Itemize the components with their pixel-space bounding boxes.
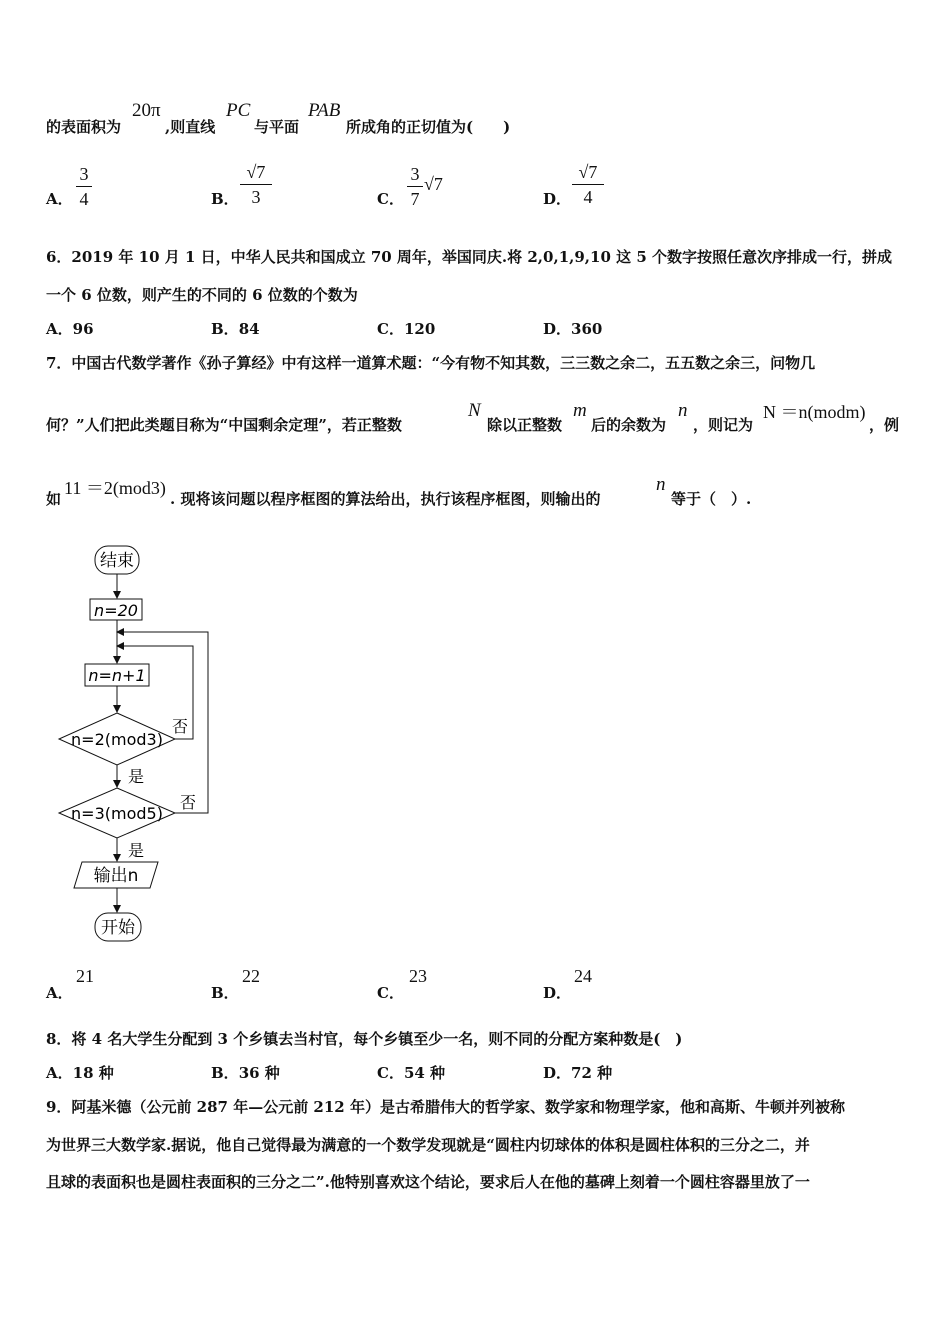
q8-line-1: 8．将 4 名大学生分配到 3 个乡镇去当村官，每个乡镇至少一名，则不同的分配方案种数是( ) xyxy=(46,1030,683,1048)
q7-line-3c: 等于（ ）. xyxy=(671,490,752,508)
q5-option-b-fraction xyxy=(240,162,272,207)
flow-init-label: n=20 xyxy=(94,601,138,620)
q5-option-c-sqrt: √7 xyxy=(424,174,443,194)
q6-line-1: 6．2019 年 10 月 1 日，中华人民共和国成立 70 周年，举国同庆.将 2,0,1,9,10 这 5 个数字按照任意次序排成一行，拼成 xyxy=(46,248,892,266)
q5-option-d-den: 4 xyxy=(583,187,593,207)
flow-output-label: 输出n xyxy=(93,866,139,886)
q5-option-a-label[interactable]: A． xyxy=(46,190,73,208)
q5-option-b-num: √7 xyxy=(246,162,266,182)
q6-option-b-text: 84 xyxy=(238,320,260,338)
q8-option-c-text: 54 种 xyxy=(403,1064,446,1082)
q7-line-2a: 何？”人们把此类题目称为“中国剩余定理”，若正整数 xyxy=(46,416,402,434)
q5-math-pc: PC xyxy=(226,100,251,121)
q6-option-d-text: 360 xyxy=(571,320,603,338)
q7-math-mod-notation: N ＝n(modm) xyxy=(763,402,866,422)
q5-option-c-fraction xyxy=(407,164,423,209)
q5-option-d-num: √7 xyxy=(578,162,598,182)
q8-option-a-label: A． xyxy=(46,1064,73,1082)
q7-option-c-value: 23 xyxy=(409,966,427,986)
q5-option-a-fraction xyxy=(76,164,92,209)
q6-option-b[interactable] xyxy=(211,318,260,339)
q7-math-example: 11 ＝2(mod3) xyxy=(64,478,166,498)
q5-option-d-fraction xyxy=(572,162,604,207)
q8-option-b-text: 36 种 xyxy=(238,1064,280,1082)
q8-option-a[interactable] xyxy=(46,1062,114,1083)
q5-text-4: 所成角的正切值为( ) xyxy=(346,118,511,136)
q6-option-d-label: D． xyxy=(543,320,572,338)
q7-math-m: m xyxy=(573,400,587,421)
flow-no-2: 否 xyxy=(180,793,197,812)
q7-line-2c: 后的余数为 xyxy=(591,416,667,434)
q9-line-1: 9．阿基米德（公元前 287 年—公元前 212 年）是古希腊伟大的哲学家、数学家和物理学家，他和高斯、牛顿并列被称 xyxy=(46,1098,845,1116)
q7-option-a-value: 21 xyxy=(76,966,94,986)
q6-option-d[interactable] xyxy=(543,318,602,339)
q5-option-c-num: 3 xyxy=(410,164,420,184)
q5-option-a-den: 4 xyxy=(79,189,89,209)
q6-option-c-text: 120 xyxy=(403,320,436,338)
q7-math-n-2: n xyxy=(656,474,666,495)
q7-line-2d: ，则记为 xyxy=(693,416,754,434)
q7-option-b-label[interactable]: B． xyxy=(211,984,239,1002)
q5-text-3: 与平面 xyxy=(254,118,300,136)
q5-option-d-label[interactable]: D． xyxy=(543,190,572,208)
q5-math-pab: PAB xyxy=(308,100,341,121)
flow-yes-1: 是 xyxy=(128,767,145,786)
q5-option-a-num: 3 xyxy=(79,164,89,184)
q5-text-2: ,则直线 xyxy=(165,118,216,136)
q9-line-3: 且球的表面积也是圆柱表面积的三分之二”.他特别喜欢这个结论，要求后人在他的墓碑上刻着一个圆柱容器里放了一 xyxy=(46,1173,810,1191)
q7-option-d-label[interactable]: D． xyxy=(543,984,572,1002)
flow-start-label: 开始 xyxy=(101,918,135,938)
q5-option-c-den: 7 xyxy=(410,189,420,209)
q8-option-d[interactable] xyxy=(543,1062,612,1083)
q8-option-a-text: 18 种 xyxy=(72,1064,114,1082)
q5-option-c-label[interactable]: C． xyxy=(377,190,404,208)
q7-line-2e: ，例 xyxy=(869,416,900,434)
q5-option-b-den: 3 xyxy=(251,187,261,207)
q7-math-N: N xyxy=(468,400,481,421)
q7-flowchart xyxy=(40,536,230,946)
q5-math-area: 20π xyxy=(132,100,161,121)
flow-increment-label: n=n+1 xyxy=(88,666,146,685)
q6-option-c-label: C． xyxy=(377,320,404,338)
flow-end-label: 结束 xyxy=(100,551,134,571)
q7-line-3b: . 现将该问题以程序框图的算法给出，执行该程序框图，则输出的 xyxy=(170,490,601,508)
q8-option-d-label: D． xyxy=(543,1064,572,1082)
q7-option-c-label[interactable]: C． xyxy=(377,984,404,1002)
q5-text-1: 的表面积为 xyxy=(46,118,122,136)
q7-option-a-label[interactable]: A． xyxy=(46,984,73,1002)
q6-line-2: 一个 6 位数，则产生的不同的 6 位数的个数为 xyxy=(46,286,358,304)
flow-no-1: 否 xyxy=(172,717,189,736)
q8-option-c-label: C． xyxy=(377,1064,404,1082)
q6-option-c[interactable] xyxy=(377,318,435,339)
flow-condition-1-label: n=2(mod3) xyxy=(71,730,163,749)
q7-option-b-value: 22 xyxy=(242,966,260,986)
q7-line-2b: 除以正整数 xyxy=(487,416,563,434)
q6-option-b-label: B． xyxy=(211,320,239,338)
q7-line-1: 7．中国古代数学著作《孙子算经》中有这样一道算术题：“今有物不知其数，三三数之余二，五五数之余三，问物几 xyxy=(46,354,816,372)
q9-line-2: 为世界三大数学家.据说，他自己觉得最为满意的一个数学发现就是“圆柱内切球体的体积是圆柱体积的三分之二，并 xyxy=(46,1136,810,1154)
flow-yes-2: 是 xyxy=(128,841,145,860)
q7-math-n: n xyxy=(678,400,688,421)
q8-option-c[interactable] xyxy=(377,1062,445,1083)
flow-condition-2-label: n=3(mod5) xyxy=(71,804,163,823)
q6-option-a[interactable] xyxy=(46,318,94,339)
q8-option-d-text: 72 种 xyxy=(571,1064,613,1082)
q8-option-b[interactable] xyxy=(211,1062,280,1083)
q6-option-a-text: 96 xyxy=(72,320,94,338)
q5-option-b-label[interactable]: B． xyxy=(211,190,239,208)
q8-option-b-label: B． xyxy=(211,1064,239,1082)
q7-line-3a: 如 xyxy=(46,490,62,508)
q6-option-a-label: A． xyxy=(46,320,73,338)
q7-option-d-value: 24 xyxy=(574,966,592,986)
